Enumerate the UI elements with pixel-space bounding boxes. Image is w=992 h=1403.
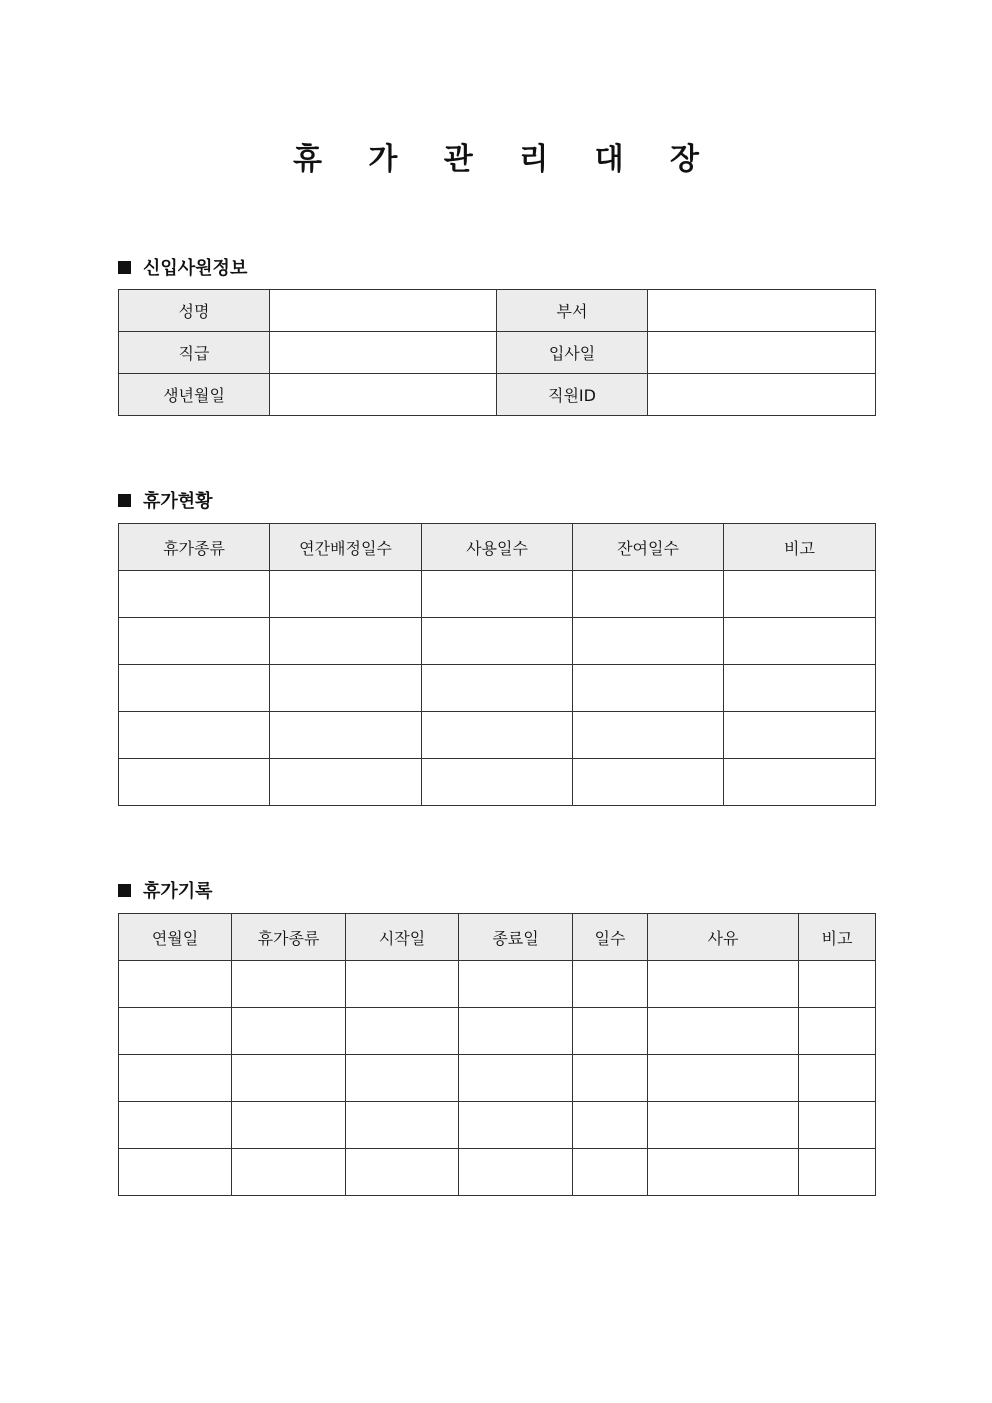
table-cell[interactable] — [119, 1102, 232, 1149]
column-header: 연월일 — [119, 914, 232, 961]
table-cell[interactable] — [799, 1008, 876, 1055]
square-bullet-icon — [118, 261, 131, 274]
table-cell[interactable] — [573, 665, 724, 712]
table-row — [119, 665, 876, 712]
column-header: 비고 — [724, 524, 876, 571]
table-cell[interactable] — [422, 571, 573, 618]
table-cell[interactable] — [346, 1008, 459, 1055]
label-department: 부서 — [497, 290, 648, 332]
table-cell[interactable] — [119, 712, 270, 759]
section-heading-employee-info — [118, 254, 247, 280]
table-cell[interactable] — [799, 1055, 876, 1102]
table-cell[interactable] — [270, 665, 422, 712]
table-row — [119, 759, 876, 806]
table-cell[interactable] — [346, 1149, 459, 1196]
column-header: 종료일 — [459, 914, 573, 961]
table-cell[interactable] — [724, 665, 876, 712]
department-field[interactable] — [648, 290, 876, 332]
table-row — [119, 332, 876, 374]
table-cell[interactable] — [119, 961, 232, 1008]
table-cell[interactable] — [422, 618, 573, 665]
table-cell[interactable] — [648, 1149, 799, 1196]
table-cell[interactable] — [724, 759, 876, 806]
position-field[interactable] — [270, 332, 497, 374]
table-cell[interactable] — [270, 571, 422, 618]
table-cell[interactable] — [346, 961, 459, 1008]
table-cell[interactable] — [270, 759, 422, 806]
column-header: 시작일 — [346, 914, 459, 961]
table-row — [119, 1102, 876, 1149]
employee-info-table — [118, 289, 876, 416]
table-cell[interactable] — [232, 1149, 346, 1196]
table-cell[interactable] — [232, 1102, 346, 1149]
column-header: 잔여일수 — [573, 524, 724, 571]
table-cell[interactable] — [422, 665, 573, 712]
table-cell[interactable] — [648, 961, 799, 1008]
leave-record-table — [118, 913, 876, 1196]
column-header: 휴가종류 — [119, 524, 270, 571]
section-heading-label: 휴가현황 — [143, 491, 213, 512]
column-header: 휴가종류 — [232, 914, 346, 961]
table-cell[interactable] — [422, 759, 573, 806]
employee-id-field[interactable] — [648, 374, 876, 416]
table-cell[interactable] — [232, 1055, 346, 1102]
table-cell[interactable] — [346, 1055, 459, 1102]
label-join-date: 입사일 — [497, 332, 648, 374]
table-cell[interactable] — [270, 618, 422, 665]
table-row — [119, 712, 876, 759]
table-cell[interactable] — [459, 1055, 573, 1102]
column-header: 사유 — [648, 914, 799, 961]
column-header: 연간배정일수 — [270, 524, 422, 571]
table-row — [119, 374, 876, 416]
table-cell[interactable] — [459, 1149, 573, 1196]
page-title: 휴 가 관 리 대 장 — [292, 142, 718, 177]
table-cell[interactable] — [119, 1008, 232, 1055]
table-cell[interactable] — [573, 1149, 648, 1196]
label-employee-id: 직원ID — [497, 374, 648, 416]
table-cell[interactable] — [119, 618, 270, 665]
table-cell[interactable] — [724, 712, 876, 759]
table-cell[interactable] — [232, 1008, 346, 1055]
table-cell[interactable] — [346, 1102, 459, 1149]
table-cell[interactable] — [573, 1102, 648, 1149]
table-row — [119, 618, 876, 665]
table-cell[interactable] — [119, 759, 270, 806]
square-bullet-icon — [118, 494, 131, 507]
table-header-row — [119, 524, 876, 571]
table-row — [119, 290, 876, 332]
section-heading-leave-record — [118, 877, 213, 903]
table-cell[interactable] — [648, 1055, 799, 1102]
table-cell[interactable] — [724, 618, 876, 665]
label-position: 직급 — [119, 332, 270, 374]
table-cell[interactable] — [119, 1055, 232, 1102]
table-cell[interactable] — [573, 712, 724, 759]
table-cell[interactable] — [724, 571, 876, 618]
column-header: 일수 — [573, 914, 648, 961]
table-cell[interactable] — [648, 1102, 799, 1149]
table-cell[interactable] — [422, 712, 573, 759]
square-bullet-icon — [118, 884, 131, 897]
section-heading-leave-status — [118, 487, 213, 513]
table-cell[interactable] — [799, 1102, 876, 1149]
table-row — [119, 1149, 876, 1196]
label-birth-date: 생년월일 — [119, 374, 270, 416]
table-cell[interactable] — [648, 1008, 799, 1055]
table-row — [119, 1008, 876, 1055]
label-name: 성명 — [119, 290, 270, 332]
table-cell[interactable] — [573, 1008, 648, 1055]
table-cell[interactable] — [799, 961, 876, 1008]
table-row — [119, 1055, 876, 1102]
table-cell[interactable] — [573, 571, 724, 618]
table-cell[interactable] — [459, 1102, 573, 1149]
birth-date-field[interactable] — [270, 374, 497, 416]
table-cell[interactable] — [119, 1149, 232, 1196]
table-cell[interactable] — [459, 961, 573, 1008]
column-header: 사용일수 — [422, 524, 573, 571]
table-cell[interactable] — [459, 1008, 573, 1055]
table-cell[interactable] — [799, 1149, 876, 1196]
leave-status-table — [118, 523, 876, 806]
table-row — [119, 961, 876, 1008]
table-cell[interactable] — [573, 961, 648, 1008]
table-cell[interactable] — [270, 712, 422, 759]
table-cell[interactable] — [573, 759, 724, 806]
table-header-row — [119, 914, 876, 961]
table-cell[interactable] — [119, 665, 270, 712]
table-cell[interactable] — [232, 961, 346, 1008]
table-row — [119, 571, 876, 618]
table-cell[interactable] — [573, 1055, 648, 1102]
section-heading-label: 휴가기록 — [143, 881, 213, 902]
table-cell[interactable] — [119, 571, 270, 618]
table-cell[interactable] — [573, 618, 724, 665]
join-date-field[interactable] — [648, 332, 876, 374]
section-heading-label: 신입사원정보 — [143, 258, 248, 279]
name-field[interactable] — [270, 290, 497, 332]
column-header: 비고 — [799, 914, 876, 961]
